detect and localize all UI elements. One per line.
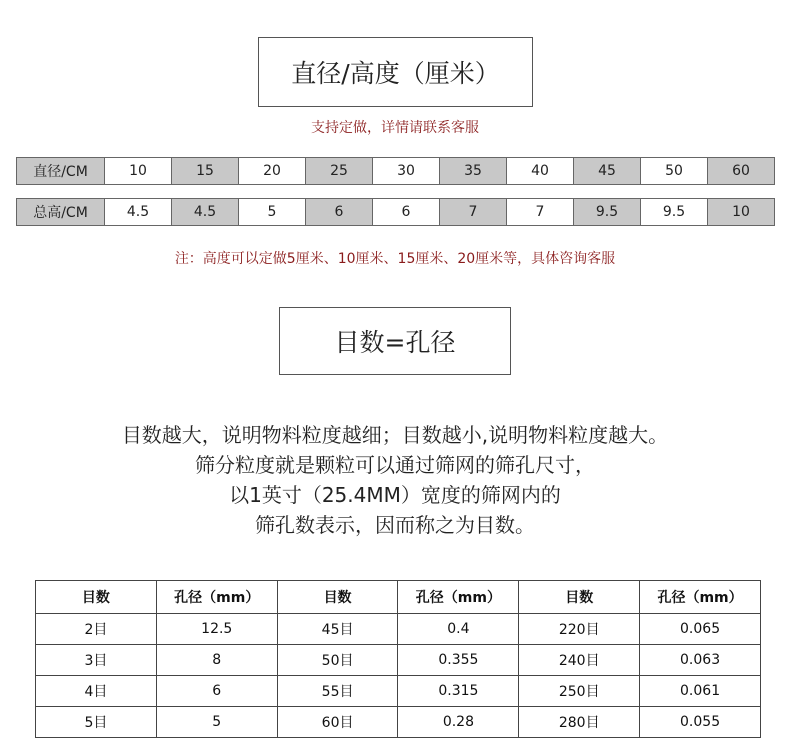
aperture-cell: 0.315 xyxy=(398,676,519,707)
diameter-cell: 35 xyxy=(440,158,507,185)
diameter-cell: 45 xyxy=(574,158,641,185)
mesh-cell: 3目 xyxy=(36,645,157,676)
aperture-cell: 0.063 xyxy=(640,645,761,676)
mesh-cell: 60目 xyxy=(277,707,398,738)
height-cell: 6 xyxy=(306,199,373,226)
custom-order-note: 支持定做，详情请联系客服 xyxy=(311,120,479,136)
mesh-cell: 5目 xyxy=(36,707,157,738)
height-custom-note: 注：高度可以定做5厘米、10厘米、15厘米、20厘米等，具体咨询客服 xyxy=(174,251,616,267)
mesh-cell: 240目 xyxy=(519,645,640,676)
mesh-table-header-row xyxy=(36,581,761,614)
mesh-header-cell: 目数 xyxy=(277,581,398,614)
mesh-header-cell: 目数 xyxy=(36,581,157,614)
table-row xyxy=(36,645,761,676)
table-row xyxy=(36,707,761,738)
aperture-cell: 0.055 xyxy=(640,707,761,738)
diameter-label: 直径/CM xyxy=(17,158,105,185)
mesh-cell: 50目 xyxy=(277,645,398,676)
height-cell: 6 xyxy=(373,199,440,226)
mesh-cell: 280目 xyxy=(519,707,640,738)
aperture-cell: 6 xyxy=(156,676,277,707)
aperture-cell: 0.355 xyxy=(398,645,519,676)
diameter-cell: 20 xyxy=(239,158,306,185)
diameter-row xyxy=(17,158,775,185)
table-row xyxy=(36,614,761,645)
aperture-header-cell: 孔径（mm） xyxy=(398,581,519,614)
height-label: 总高/CM xyxy=(17,199,105,226)
table-row xyxy=(36,676,761,707)
mesh-aperture-table xyxy=(35,580,761,738)
mesh-cell: 55目 xyxy=(277,676,398,707)
mesh-description-line: 筛孔数表示，因而称之为目数。 xyxy=(255,513,535,537)
height-cell: 9.5 xyxy=(641,199,708,226)
diameter-cell: 15 xyxy=(172,158,239,185)
diameter-cell: 50 xyxy=(641,158,708,185)
aperture-cell: 12.5 xyxy=(156,614,277,645)
height-cell: 4.5 xyxy=(105,199,172,226)
aperture-cell: 0.065 xyxy=(640,614,761,645)
diameter-table xyxy=(16,157,775,185)
mesh-description-line: 目数越大，说明物料粒度越细；目数越小,说明物料粒度越大。 xyxy=(121,423,669,447)
mesh-cell: 45目 xyxy=(277,614,398,645)
height-cell: 5 xyxy=(239,199,306,226)
mesh-description xyxy=(0,420,790,540)
diameter-cell: 30 xyxy=(373,158,440,185)
aperture-header-cell: 孔径（mm） xyxy=(156,581,277,614)
aperture-header-cell: 孔径（mm） xyxy=(640,581,761,614)
height-row xyxy=(17,199,775,226)
aperture-cell: 8 xyxy=(156,645,277,676)
diameter-cell: 40 xyxy=(507,158,574,185)
mesh-section-title: 目数=孔径 xyxy=(279,307,511,375)
diameter-cell: 10 xyxy=(105,158,172,185)
aperture-cell: 0.4 xyxy=(398,614,519,645)
height-table xyxy=(16,198,775,226)
aperture-cell: 5 xyxy=(156,707,277,738)
mesh-cell: 2目 xyxy=(36,614,157,645)
mesh-description-line: 以1英寸（25.4MM）宽度的筛网内的 xyxy=(229,483,561,507)
mesh-cell: 4目 xyxy=(36,676,157,707)
aperture-cell: 0.28 xyxy=(398,707,519,738)
mesh-cell: 220目 xyxy=(519,614,640,645)
height-cell: 10 xyxy=(708,199,775,226)
height-cell: 9.5 xyxy=(574,199,641,226)
height-cell: 7 xyxy=(507,199,574,226)
mesh-description-line: 筛分粒度就是颗粒可以通过筛网的筛孔尺寸， xyxy=(195,453,595,477)
mesh-header-cell: 目数 xyxy=(519,581,640,614)
height-cell: 7 xyxy=(440,199,507,226)
diameter-cell: 25 xyxy=(306,158,373,185)
size-section-title: 直径/高度（厘米） xyxy=(258,37,533,107)
mesh-cell: 250目 xyxy=(519,676,640,707)
diameter-cell: 60 xyxy=(708,158,775,185)
height-cell: 4.5 xyxy=(172,199,239,226)
aperture-cell: 0.061 xyxy=(640,676,761,707)
